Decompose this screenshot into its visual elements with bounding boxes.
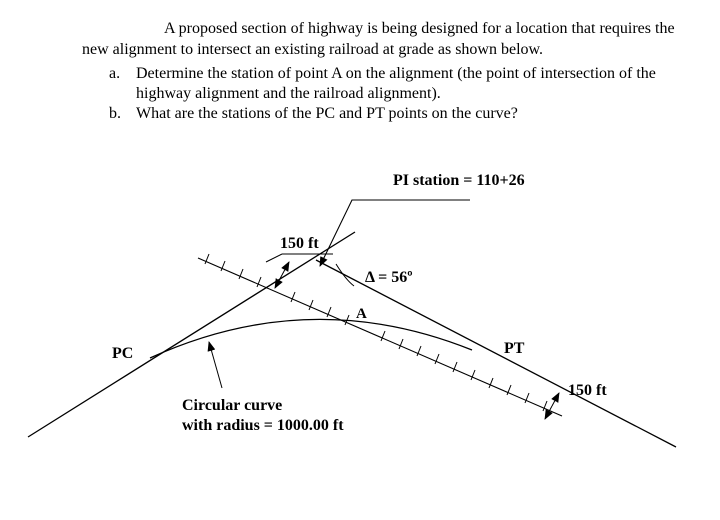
question-a-marker: a. (109, 65, 121, 82)
offset-arrow-right-1 (545, 406, 552, 419)
question-a-text: Determine the station of point A on the alignment (the point of intersection of the highway alignment and the railroad alignment). (136, 65, 656, 102)
point-a-label: A (356, 306, 367, 322)
delta-label: Δ = 56º (365, 269, 413, 286)
offset-arrow-right-2 (552, 393, 559, 406)
offset-ext-top (266, 254, 282, 262)
pi-leader (320, 200, 470, 266)
offset-label-right: 150 ft (568, 382, 607, 399)
curve-label-line1: Circular curve (182, 397, 283, 414)
pi-station-label: PI station = 110+26 (393, 172, 525, 189)
offset-arrow-top-2 (282, 262, 289, 275)
pt-label: PT (504, 340, 525, 357)
forward-tangent-line (316, 260, 676, 447)
question-b-marker: b. (109, 105, 121, 122)
curve-label-line2: with radius = 1000.00 ft (182, 417, 344, 434)
offset-label-top: 150 ft (280, 235, 319, 252)
problem-intro: A proposed section of highway is being designed for a location that requires the new alignment to intersect an existing railroad at grade as shown below. (82, 20, 675, 58)
curve-leader (209, 342, 222, 388)
circular-curve (150, 319, 472, 358)
pc-label: PC (112, 345, 134, 362)
question-b-text: What are the stations of the PC and PT points on the curve? (136, 105, 518, 122)
